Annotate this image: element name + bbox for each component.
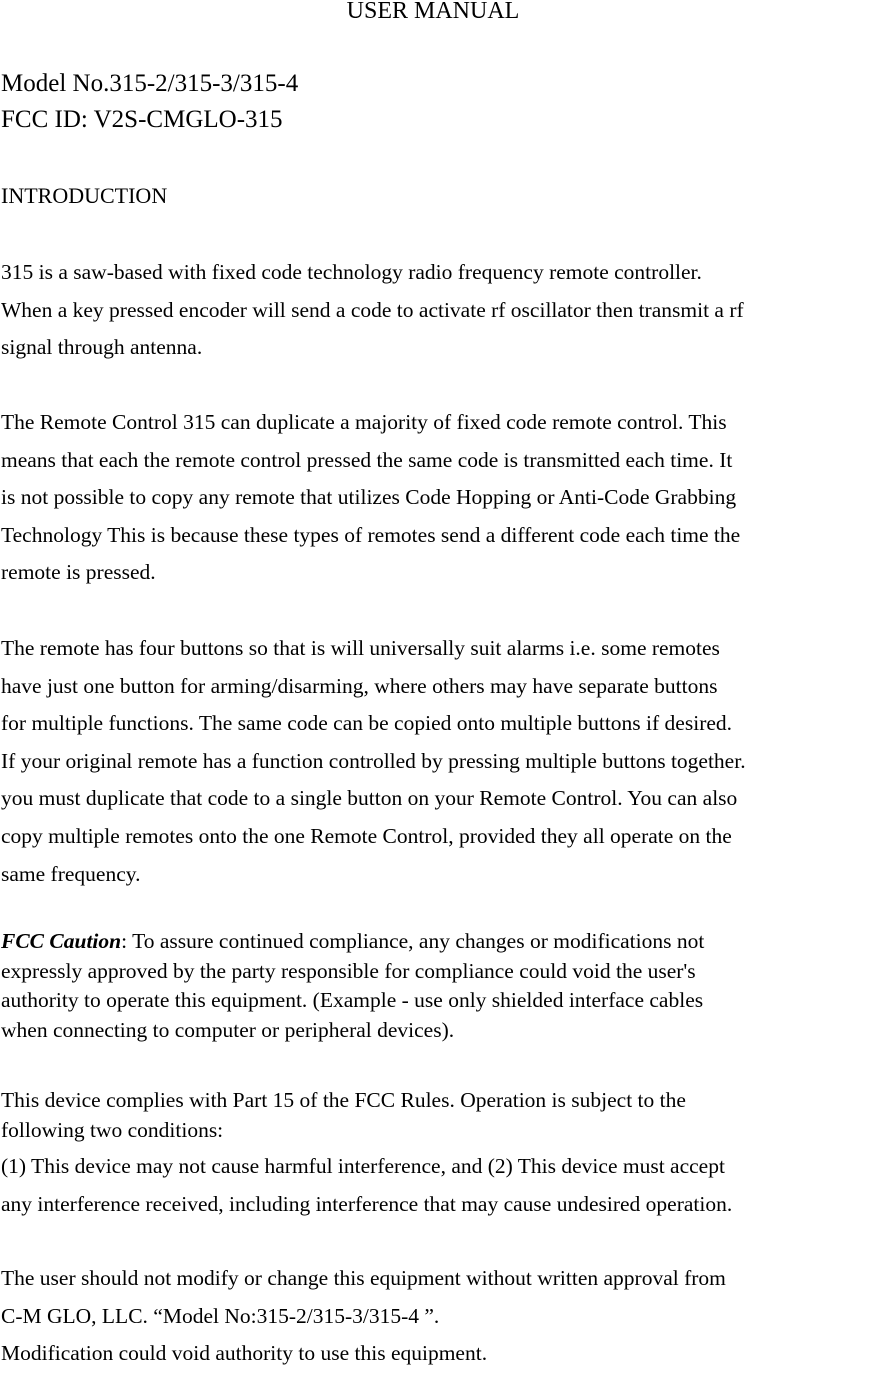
part15-conditions-paragraph bbox=[1, 1148, 732, 1223]
paragraph-line: C-M GLO, LLC. “Model No:315-2/315-3/315-4 ”. bbox=[1, 1303, 440, 1328]
paragraph-line: When a key pressed encoder will send a code to activate rf oscillator then transmit a rf bbox=[1, 297, 744, 322]
paragraph-line: expressly approved by the party responsible for compliance could void the user's bbox=[1, 958, 696, 983]
paragraph-line: is not possible to copy any remote that utilizes Code Hopping or Anti-Code Grabbing bbox=[1, 485, 737, 510]
paragraph-line: remote is pressed. bbox=[1, 560, 156, 585]
duplicate-paragraph bbox=[1, 404, 740, 592]
part15-intro-paragraph bbox=[1, 1086, 686, 1145]
paragraph-line: when connecting to computer or peripheral devices). bbox=[1, 1017, 455, 1042]
paragraph-line: The user should not modify or change this equipment without written approval from bbox=[1, 1266, 726, 1290]
introduction-heading: INTRODUCTION bbox=[1, 183, 168, 208]
caution-first-line-text: : To assure continued compliance, any changes or modifications not bbox=[121, 929, 705, 953]
paragraph-line: following two conditions: bbox=[1, 1117, 224, 1142]
paragraph-line: Technology This is because these types of remotes send a different code each time the bbox=[1, 522, 741, 547]
fcc-caution-paragraph bbox=[1, 927, 704, 1045]
user-modification-paragraph bbox=[1, 1260, 726, 1373]
fcc-caution-label: FCC Caution bbox=[1, 929, 122, 953]
paragraph-line: authority to operate this equipment. (Example - use only shielded interface cables bbox=[1, 988, 704, 1012]
paragraph-line: This device complies with Part 15 of the FCC Rules. Operation is subject to the bbox=[1, 1088, 686, 1112]
fcc-id-line: FCC ID: V2S-CMGLO-315 bbox=[1, 106, 283, 133]
model-number-line: Model No.315-2/315-3/315-4 bbox=[1, 70, 299, 97]
paragraph-line: (1) This device may not cause harmful interference, and (2) This device must accept bbox=[1, 1154, 725, 1178]
paragraph-line: Modification could void authority to use this equipment. bbox=[1, 1341, 488, 1366]
paragraph-line: signal through antenna. bbox=[1, 335, 203, 360]
paragraph-line: you must duplicate that code to a single button on your Remote Control. You can also bbox=[1, 786, 738, 811]
paragraph-line: for multiple functions. The same code can be copied onto multiple buttons if desired. bbox=[1, 711, 733, 736]
model-info-block bbox=[1, 66, 298, 138]
paragraph-line: 315 is a saw-based with fixed code technology radio frequency remote controller. bbox=[1, 260, 702, 284]
paragraph-line: The remote has four buttons so that is will universally suit alarms i.e. some remotes bbox=[1, 636, 720, 660]
buttons-paragraph bbox=[1, 630, 746, 893]
paragraph-line: The Remote Control 315 can duplicate a majority of fixed code remote control. This bbox=[1, 410, 727, 434]
intro-paragraph bbox=[1, 254, 744, 367]
caution-first-line bbox=[1, 927, 704, 957]
document-title: USER MANUAL bbox=[346, 0, 520, 24]
paragraph-line: If your original remote has a function controlled by pressing multiple buttons together. bbox=[1, 748, 746, 773]
paragraph-line: any interference received, including interference that may cause undesired operation. bbox=[1, 1191, 733, 1216]
paragraph-line: means that each the remote control pressed the same code is transmitted each time. It bbox=[1, 447, 733, 472]
paragraph-line: copy multiple remotes onto the one Remote Control, provided they all operate on the bbox=[1, 823, 732, 848]
paragraph-line: have just one button for arming/disarming, where others may have separate buttons bbox=[1, 673, 718, 698]
paragraph-line: same frequency. bbox=[1, 861, 141, 886]
